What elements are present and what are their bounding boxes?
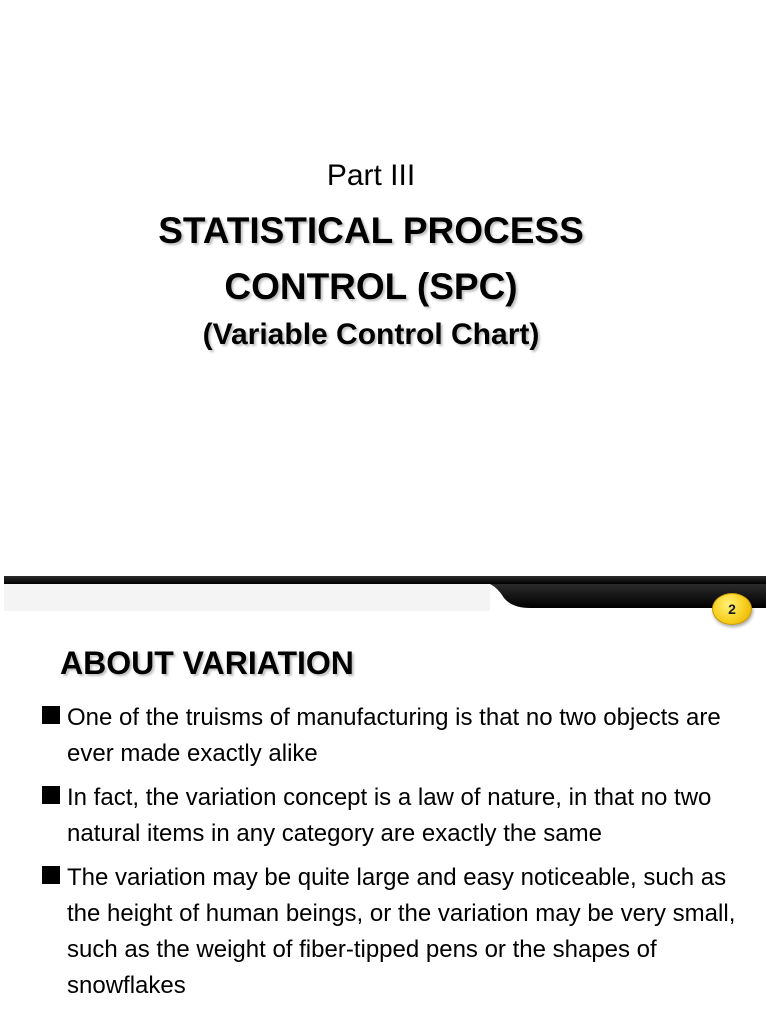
bullet-text: The variation may be quite large and easy noticeable, such as the height of human beings, or the variation may be very small, such as the weight of fiber-tipped pens or the shapes of snowflakes	[67, 864, 736, 999]
bullet-text: One of the truisms of manufacturing is that no two objects are ever made exactly alike	[67, 704, 721, 767]
bullet-list	[42, 700, 742, 1012]
bullet-item	[42, 700, 742, 772]
page-number-badge: 2	[712, 593, 752, 625]
section-title: ABOUT VARIATION	[60, 645, 354, 681]
slide-title-line-1: STATISTICAL PROCESS	[158, 210, 584, 251]
slide-subtitle: (Variable Control Chart)	[202, 318, 540, 351]
slide-header-bar	[0, 576, 768, 636]
bullet-text: In fact, the variation concept is a law of nature, in that no two natural items in any category are exactly the same	[67, 784, 712, 847]
square-bullet-icon	[42, 786, 60, 804]
bullet-item	[42, 860, 742, 1004]
slide-title	[0, 203, 742, 315]
square-bullet-icon	[42, 706, 60, 724]
header-light-band	[4, 584, 490, 611]
square-bullet-icon	[42, 866, 60, 884]
part-label: Part III	[326, 159, 416, 192]
header-top-stripe	[4, 576, 766, 584]
bullet-item	[42, 780, 742, 852]
slide-title-line-2: CONTROL (SPC)	[224, 266, 518, 307]
